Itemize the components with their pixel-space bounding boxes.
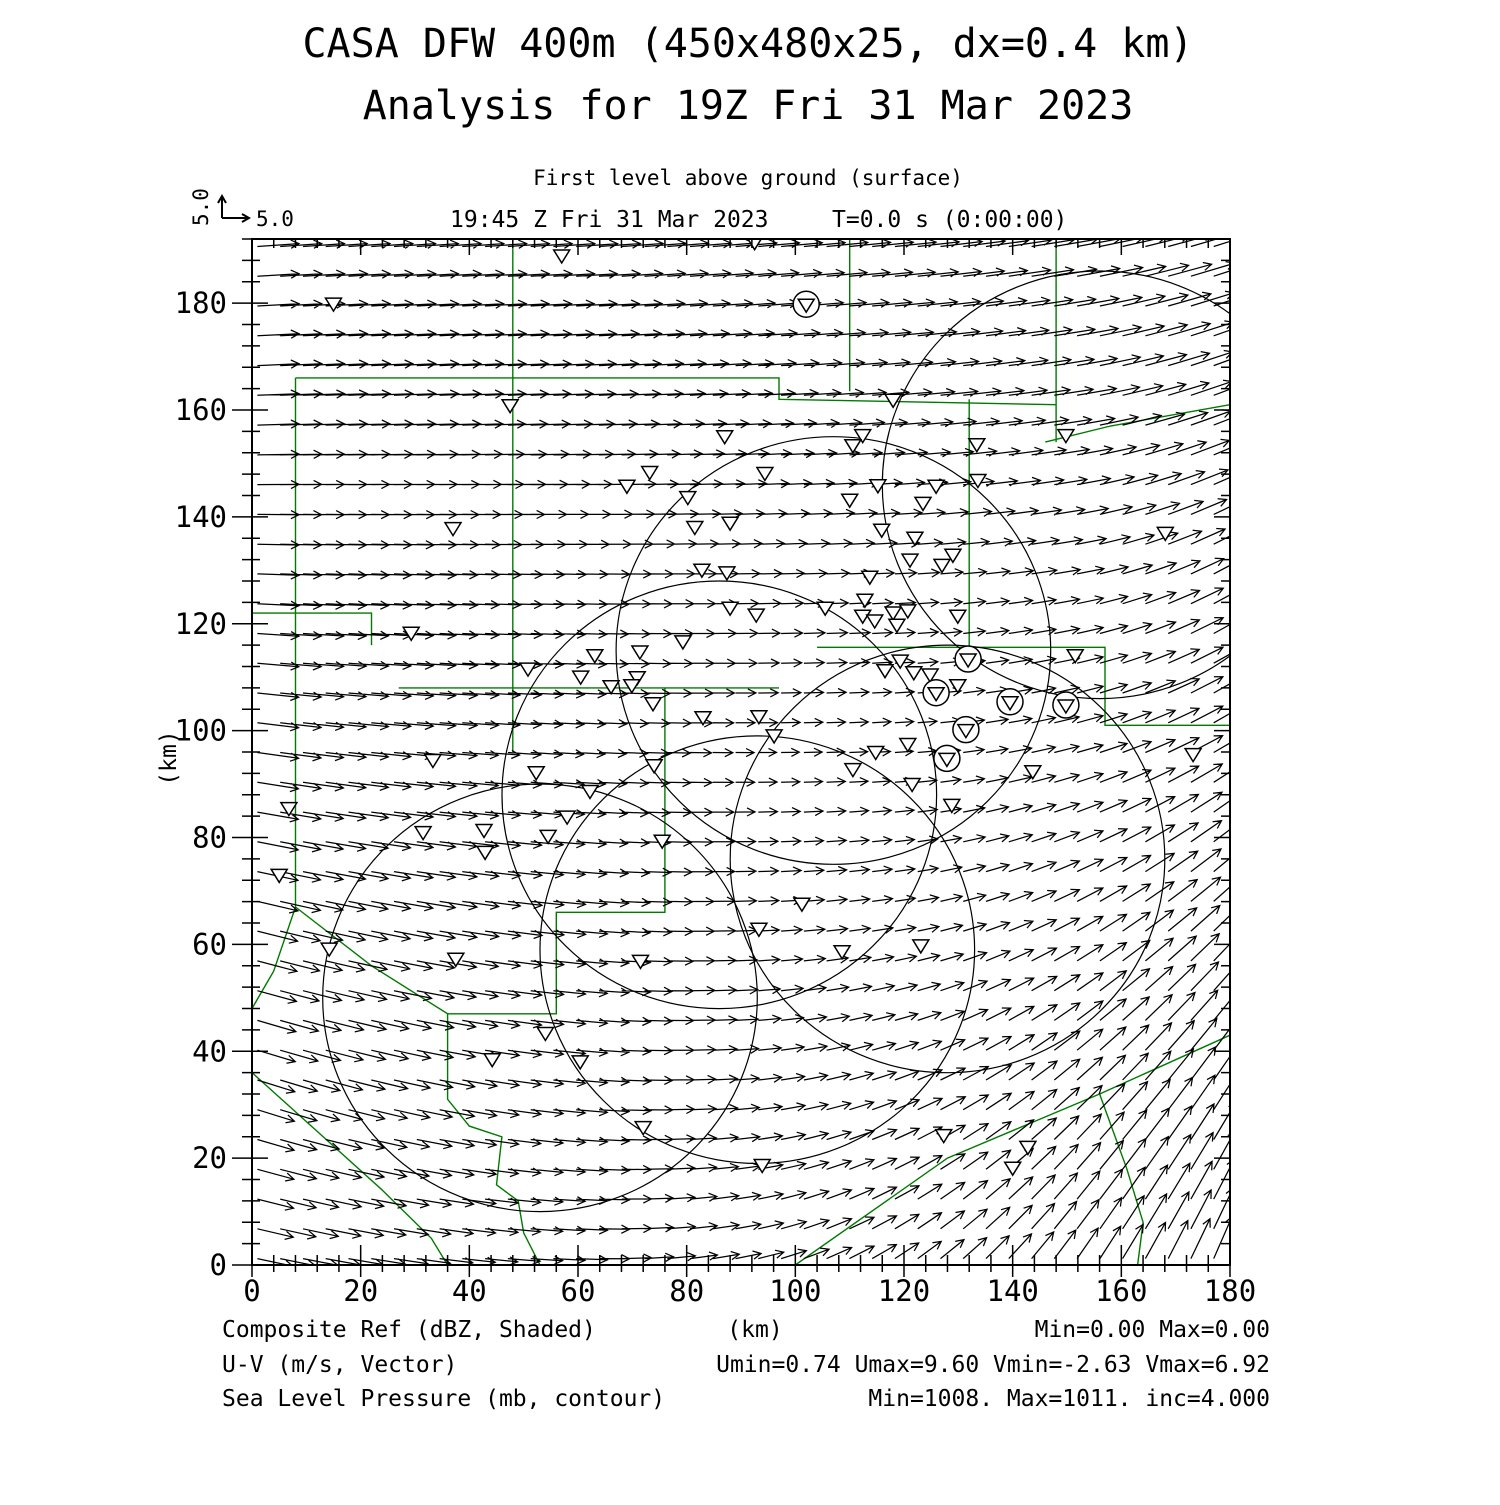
page-subtitle: Analysis for 19Z Fri 31 Mar 2023 <box>362 83 1134 129</box>
legend-vector-stats: Umin=0.74 Umax=9.60 Vmin=-2.63 Vmax=6.92 <box>716 1352 1270 1378</box>
vector-key-v-label: 5.0 <box>189 188 213 226</box>
y-tick-label: 80 <box>192 820 227 855</box>
x-tick-label: 120 <box>877 1274 931 1308</box>
y-tick-label: 140 <box>174 499 227 534</box>
y-tick-label: 60 <box>192 927 227 962</box>
y-tick-label: 160 <box>174 393 227 427</box>
x-tick-label: 40 <box>451 1274 487 1308</box>
x-tick-label: 180 <box>1203 1274 1257 1308</box>
forecast-time-label: T=0.0 s (0:00:00) <box>832 207 1068 233</box>
radar-range-circles <box>323 271 1317 1212</box>
tick-labels <box>175 286 1257 1308</box>
valid-time-label: 19:45 Z Fri 31 Mar 2023 <box>450 207 769 233</box>
x-tick-label: 20 <box>343 1274 379 1308</box>
x-tick-label: 0 <box>243 1274 261 1308</box>
page-title: CASA DFW 400m (450x480x25, dx=0.4 km) <box>302 21 1194 67</box>
vector-key-u-label: 5.0 <box>256 207 294 231</box>
y-tick-label: 120 <box>174 606 227 641</box>
level-label: First level above ground (surface) <box>533 166 963 190</box>
y-tick-label: 40 <box>192 1034 227 1069</box>
vector-key <box>218 196 249 222</box>
y-tick-label: 180 <box>174 286 227 321</box>
plot-area <box>175 231 1317 1308</box>
y-tick-label: 20 <box>192 1141 227 1176</box>
y-tick-label: 0 <box>209 1248 227 1282</box>
legend-shaded-stats: Min=0.00 Max=0.00 <box>1034 1317 1270 1343</box>
x-tick-label: 140 <box>986 1274 1039 1308</box>
x-tick-label: 160 <box>1095 1274 1148 1308</box>
legend-contour-field: Sea Level Pressure (mb, contour) <box>222 1386 666 1412</box>
y-axis-title: (km) <box>156 730 182 786</box>
x-tick-label: 60 <box>560 1274 596 1308</box>
x-axis-title: (km) <box>727 1317 783 1343</box>
x-tick-label: 100 <box>769 1274 822 1308</box>
vector-key-v-arrow <box>218 196 226 218</box>
wind-vectors <box>257 231 1258 1268</box>
legend-vector-field: U-V (m/s, Vector) <box>222 1352 458 1378</box>
y-tick-label: 100 <box>174 713 227 748</box>
legend-contour-stats: Min=1008. Max=1011. inc=4.000 <box>868 1386 1270 1412</box>
x-tick-label: 80 <box>669 1274 705 1308</box>
legend-shaded-field: Composite Ref (dBZ, Shaded) <box>222 1317 596 1343</box>
vector-key-u-arrow <box>222 214 249 222</box>
